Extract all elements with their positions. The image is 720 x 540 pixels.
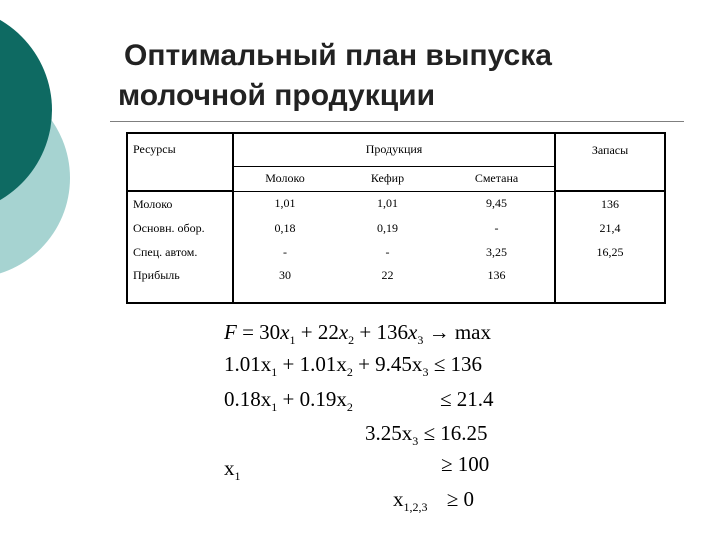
- decorative-circles: [0, 0, 90, 300]
- cell-reserve: 136: [555, 191, 665, 216]
- cell-sour-cream: 136: [439, 264, 555, 303]
- table-row: [127, 216, 665, 240]
- cell-sour-cream: 3,25: [486, 244, 508, 259]
- cell-milk: 0,18: [274, 220, 296, 235]
- cell-milk: 30: [233, 264, 336, 303]
- resources-table: [126, 132, 666, 304]
- cell-milk: 1,01: [274, 196, 296, 211]
- header-empty: [127, 166, 233, 191]
- cell-kefir: 0,19: [377, 220, 398, 235]
- cell-reserve: 21,4: [555, 216, 665, 240]
- header-reserves-empty: [555, 166, 665, 191]
- table-row: [127, 264, 665, 303]
- constraint-equipment: $0.18x_1 + 0.19x_2$: [224, 387, 353, 414]
- cell-sour-cream: -: [494, 220, 499, 235]
- title-divider: [110, 121, 684, 122]
- table-row: [127, 191, 665, 216]
- col-milk: Молоко: [233, 166, 336, 191]
- constraint-equipment-rhs: ≤ 21.4: [440, 387, 494, 411]
- cell-kefir: 1,01: [377, 196, 398, 211]
- row-name: Молоко: [127, 191, 233, 216]
- objective-function: $F = 30x_1 + 22x_2 + 136x_3 \to \max$: [224, 320, 491, 347]
- title-line-1: Оптимальный план выпуска: [124, 39, 552, 72]
- cell-reserve: [555, 264, 665, 303]
- header-resources: Ресурсы: [127, 133, 233, 166]
- table-row: [127, 240, 665, 264]
- cell-sour-cream: 9,45: [486, 196, 508, 211]
- cell-kefir: 22: [336, 264, 439, 303]
- row-name: Основн. обор.: [127, 216, 233, 240]
- table-subheader-row: [127, 166, 665, 191]
- constraint-x1-lhs: $x_1$: [224, 456, 241, 483]
- col-kefir: Кефир: [336, 166, 439, 191]
- row-name: Спец. автом.: [127, 240, 233, 264]
- row-name: Прибыль: [127, 264, 233, 303]
- header-reserves: Запасы: [555, 133, 665, 166]
- constraint-automation: $3.25x_3 \le 16.25$: [365, 421, 488, 448]
- cell-kefir: -: [385, 244, 390, 259]
- header-products: Продукция: [233, 133, 555, 166]
- table-header-row: [127, 133, 665, 166]
- constraint-x1-rhs: ≥ 100: [441, 452, 490, 476]
- cell-milk: -: [283, 244, 287, 259]
- col-sour-cream: Сметана: [439, 166, 555, 191]
- constraint-milk: $1.01x_1 + 1.01x_2 + 9.45x_3 \le 136$: [224, 352, 482, 379]
- page-title: [118, 36, 698, 116]
- cell-reserve: 16,25: [555, 240, 665, 264]
- title-line-2: молочной продукции: [118, 79, 436, 112]
- constraint-nonnegativity: $x_{1,2,3} \ge 0$: [393, 487, 475, 514]
